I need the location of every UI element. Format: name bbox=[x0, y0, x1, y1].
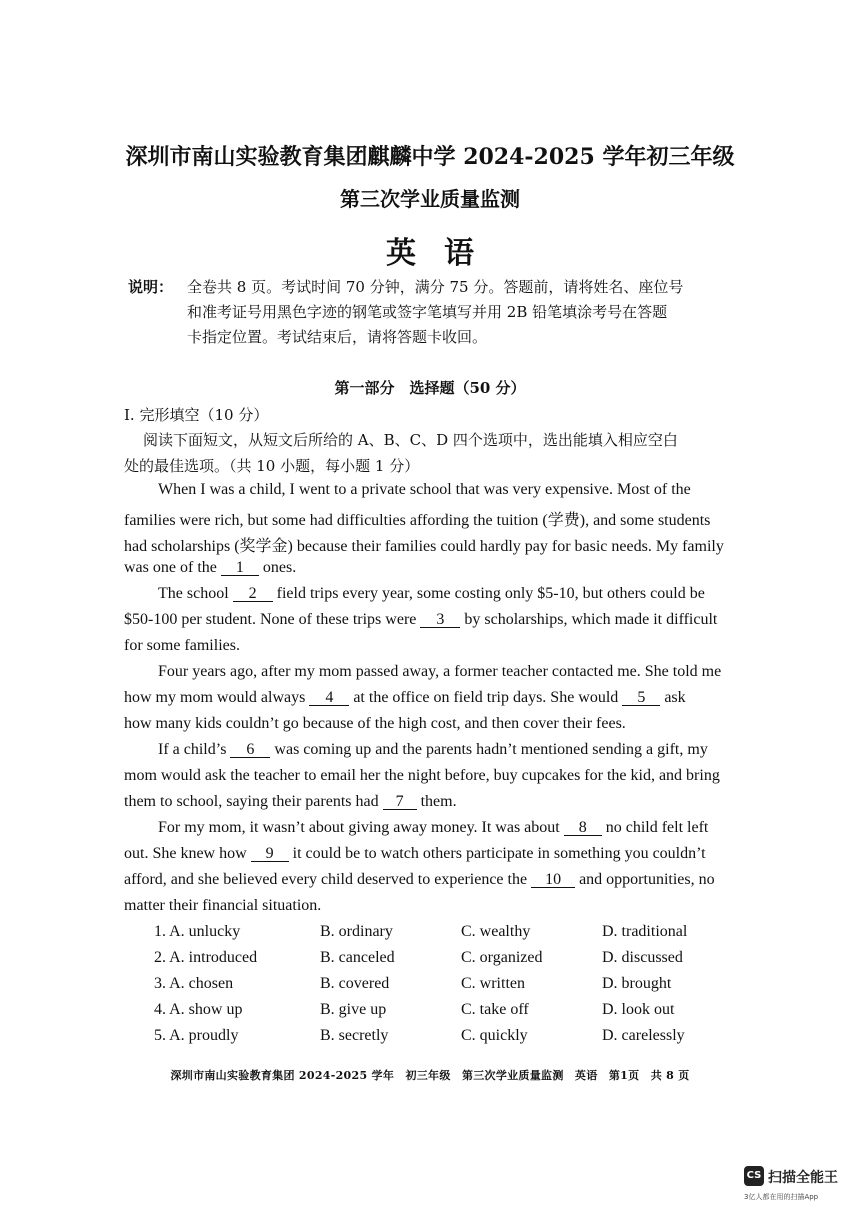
passage-text: ones. bbox=[262, 559, 297, 576]
blank-8: 8 bbox=[564, 820, 602, 836]
passage-text: no child felt left bbox=[605, 819, 709, 836]
blank-5: 5 bbox=[622, 690, 660, 706]
passage-text: was one of the bbox=[124, 559, 217, 576]
option-c: C. wealthy bbox=[461, 923, 531, 940]
page-footer: 深圳市南山实验教育集团 2024-2025 学年 初三年级 第三次学业质量监测 英语 第1页 共 8 页 bbox=[170, 1069, 690, 1082]
option-d: D. discussed bbox=[602, 949, 683, 966]
passage-text: out. She knew how bbox=[124, 845, 247, 862]
blank-7: 7 bbox=[383, 794, 417, 810]
passage-text: $50-100 per student. None of these trips were bbox=[124, 611, 417, 628]
option-a: 3. A. chosen bbox=[154, 975, 234, 992]
passage-text: them. bbox=[420, 793, 457, 810]
passage-text: and opportunities, no bbox=[579, 871, 715, 888]
passage-text: afford, and she believed every child deserved to experience the bbox=[124, 871, 528, 888]
passage-line bbox=[124, 611, 717, 629]
passage-text: at the office on field trip days. She would bbox=[353, 689, 619, 706]
instructions-line: 全卷共 8 页。考试时间 70 分钟，满分 75 分。答题前，请将姓名、座位号 bbox=[187, 278, 684, 296]
passage-line: matter their financial situation. bbox=[124, 897, 322, 914]
option-c: C. written bbox=[461, 975, 525, 992]
part-title: I. 完形填空（10 分） bbox=[124, 406, 269, 424]
passage-line bbox=[124, 845, 706, 863]
passage-line: When I was a child, I went to a private school that was very expensive. Most of the bbox=[158, 481, 691, 498]
passage-text: how my mom would always bbox=[124, 689, 306, 706]
camscanner-logo-icon: CS bbox=[744, 1166, 764, 1186]
blank-1: 1 bbox=[221, 560, 259, 576]
option-b: B. ordinary bbox=[320, 923, 393, 940]
blank-4: 4 bbox=[309, 690, 349, 706]
option-b: B. secretly bbox=[320, 1027, 389, 1044]
option-b: B. canceled bbox=[320, 949, 395, 966]
passage-text: field trips every year, some costing only $5-10, but others could be bbox=[276, 585, 705, 602]
option-b: B. give up bbox=[320, 1001, 387, 1018]
passage-line bbox=[124, 871, 715, 889]
option-a: 4. A. show up bbox=[154, 1001, 243, 1018]
passage-line bbox=[158, 585, 705, 603]
passage-text: was coming up and the parents hadn’t mentioned sending a gift, my bbox=[274, 741, 708, 758]
subject-title: 英语 bbox=[386, 236, 502, 271]
camscanner-tagline: 3亿人都在用的扫描App bbox=[744, 1193, 819, 1201]
passage-text: them to school, saying their parents had bbox=[124, 793, 379, 810]
camscanner-name: 扫描全能王 bbox=[768, 1170, 838, 1186]
blank-9: 9 bbox=[251, 846, 289, 862]
option-d: D. brought bbox=[602, 975, 672, 992]
exam-subtitle: 第三次学业质量监测 bbox=[340, 187, 520, 211]
option-d: D. traditional bbox=[602, 923, 688, 940]
instructions-line: 卡指定位置。考试结束后，请将答题卡收回。 bbox=[187, 328, 488, 346]
passage-line: families were rich, but some had difficulties affording the tuition (学费), and some students bbox=[124, 512, 711, 529]
option-d: D. carelessly bbox=[602, 1027, 685, 1044]
passage-text: If a child’s bbox=[158, 741, 227, 758]
option-a: 5. A. proudly bbox=[154, 1027, 239, 1044]
passage-line bbox=[158, 741, 708, 759]
passage-line bbox=[124, 793, 457, 811]
section-title: 第一部分 选择题（50 分） bbox=[334, 379, 526, 397]
option-a: 1. A. unlucky bbox=[154, 923, 241, 940]
option-d: D. look out bbox=[602, 1001, 675, 1018]
instructions-line: 和准考证号用黑色字迹的钢笔或签字笔填写并用 2B 铅笔填涂考号在答题 bbox=[187, 303, 668, 321]
option-c: C. quickly bbox=[461, 1027, 528, 1044]
passage-text: by scholarships, which made it difficult bbox=[464, 611, 718, 628]
passage-line: for some families. bbox=[124, 637, 240, 654]
option-c: C. organized bbox=[461, 949, 543, 966]
passage-line: Four years ago, after my mom passed away, a former teacher contacted me. She told me bbox=[158, 663, 722, 680]
directions-line: 阅读下面短文，从短文后所给的 A、B、C、D 四个选项中，选出能填入相应空白 bbox=[143, 431, 678, 449]
blank-10: 10 bbox=[531, 872, 575, 888]
blank-2: 2 bbox=[233, 586, 273, 602]
passage-line: how many kids couldn’t go because of the high cost, and then cover their fees. bbox=[124, 715, 626, 732]
passage-line: had scholarships (奖学金) because their families could hardly pay for basic needs. My family bbox=[124, 538, 724, 555]
passage-text: it could be to watch others participate in something you couldn’t bbox=[292, 845, 706, 862]
option-c: C. take off bbox=[461, 1001, 529, 1018]
passage-text: For my mom, it wasn’t about giving away money. It was about bbox=[158, 819, 560, 836]
option-a: 2. A. introduced bbox=[154, 949, 258, 966]
blank-3: 3 bbox=[420, 612, 460, 628]
directions-line: 处的最佳选项。（共 10 小题，每小题 1 分） bbox=[124, 457, 420, 475]
passage-line bbox=[124, 559, 296, 577]
passage-line bbox=[124, 689, 686, 707]
exam-title: 深圳市南山实验教育集团麒麟中学 2024-2025 学年初三年级 bbox=[125, 144, 735, 170]
passage-line: mom would ask the teacher to email her the night before, buy cupcakes for the kid, and bring bbox=[124, 767, 720, 784]
passage-line bbox=[158, 819, 708, 837]
passage-text: ask bbox=[664, 689, 686, 706]
passage-text: The school bbox=[158, 585, 229, 602]
instructions-label: 说明： bbox=[128, 278, 174, 296]
blank-6: 6 bbox=[230, 742, 270, 758]
option-b: B. covered bbox=[320, 975, 390, 992]
